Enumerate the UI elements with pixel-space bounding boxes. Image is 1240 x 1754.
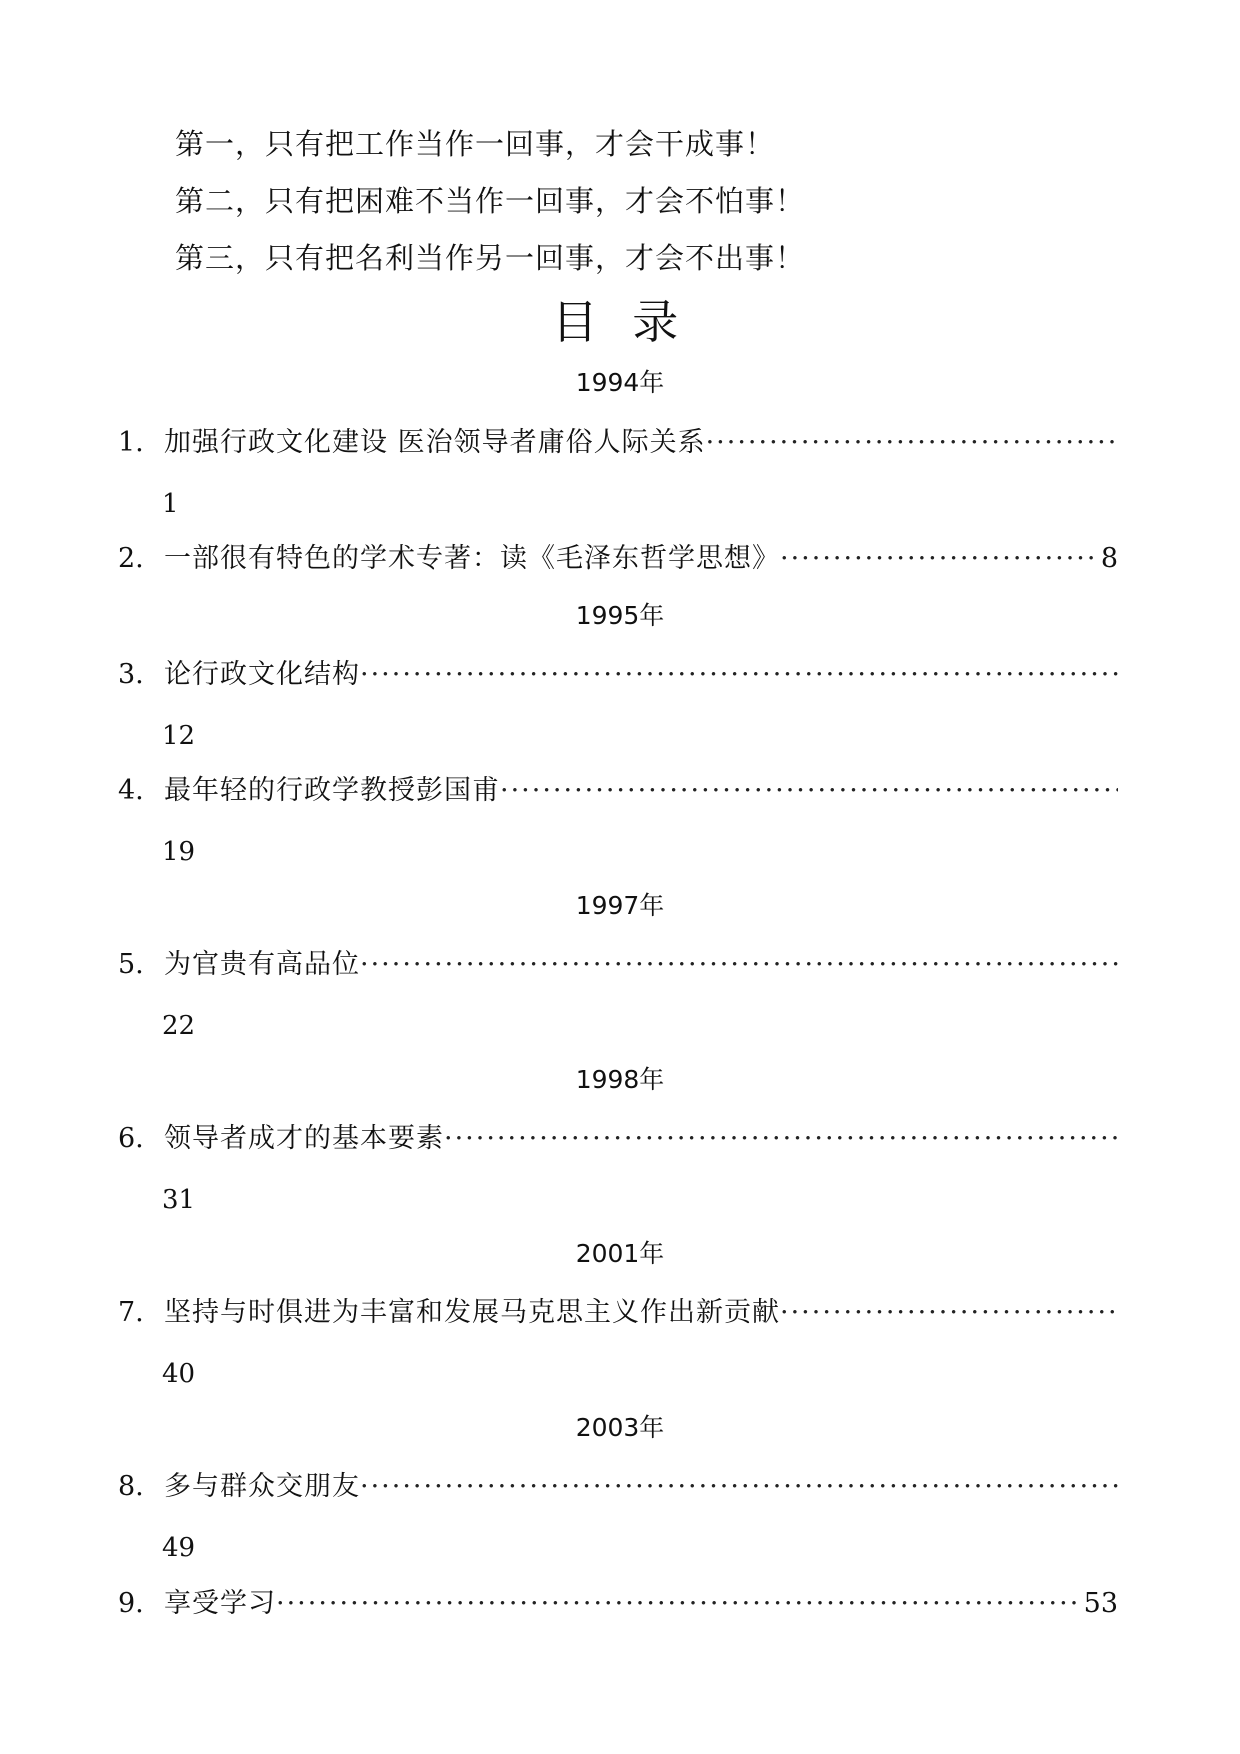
entry-page-number: 1 [162, 489, 179, 519]
entry-title: 坚持与时俱进为丰富和发展马克思主义作出新贡献 [164, 1297, 780, 1328]
year-heading-1994: 1994年 [575, 368, 665, 397]
toc-entry[interactable] [118, 1293, 1118, 1333]
dot-leader [276, 1584, 1082, 1624]
entry-page-number: 40 [162, 1359, 196, 1389]
entry-title: 领导者成才的基本要素 [164, 1123, 444, 1154]
toc-entry[interactable] [118, 945, 1118, 985]
dot-leader [360, 945, 1118, 985]
motto-line-1: 第一，只有把工作当作一回事，才会干成事！ [175, 127, 776, 161]
entry-number: 6. [118, 1123, 144, 1154]
dot-leader [360, 655, 1118, 695]
toc-entry[interactable] [118, 771, 1118, 811]
dot-leader [780, 539, 1099, 579]
dot-leader [780, 1293, 1118, 1333]
entry-page-number: 22 [162, 1011, 196, 1041]
entry-title: 享受学习 [164, 1588, 276, 1619]
year-heading-1997: 1997年 [575, 891, 665, 920]
entry-number: 4. [118, 775, 144, 806]
entry-title: 加强行政文化建设 医治领导者庸俗人际关系 [164, 427, 706, 458]
dot-leader [706, 423, 1118, 463]
entry-title: 一部很有特色的学术专著：读《毛泽东哲学思想》 [164, 543, 780, 574]
dot-leader [500, 771, 1118, 811]
toc-entry[interactable] [118, 539, 1118, 579]
toc-entry[interactable] [118, 1119, 1118, 1159]
year-heading-2003: 2003年 [575, 1413, 665, 1442]
toc-entry[interactable] [118, 655, 1118, 695]
entry-title: 为官贵有高品位 [164, 949, 360, 980]
year-heading-1998: 1998年 [575, 1065, 665, 1094]
entry-page-number: 8 [1100, 543, 1118, 574]
entry-number: 2. [118, 543, 144, 574]
entry-page-number: 53 [1083, 1588, 1118, 1619]
entry-title: 论行政文化结构 [164, 659, 360, 690]
dot-leader [444, 1119, 1118, 1159]
dot-leader [360, 1467, 1118, 1507]
entry-number: 3. [118, 659, 144, 690]
motto-line-2: 第二，只有把困难不当作一回事，才会不怕事！ [175, 184, 806, 218]
toc-entry[interactable] [118, 423, 1118, 463]
year-heading-1995: 1995年 [575, 601, 665, 630]
entry-number: 9. [118, 1588, 144, 1619]
entry-page-number: 19 [162, 837, 196, 867]
entry-number: 8. [118, 1471, 144, 1502]
motto-line-3: 第三，只有把名利当作另一回事，才会不出事！ [175, 241, 806, 275]
toc-entry[interactable] [118, 1467, 1118, 1507]
entry-title: 多与群众交朋友 [164, 1471, 360, 1502]
entry-number: 5. [118, 949, 144, 980]
toc-entry[interactable] [118, 1584, 1118, 1624]
entry-number: 1. [118, 427, 144, 458]
entry-number: 7. [118, 1297, 144, 1328]
year-heading-2001: 2001年 [575, 1239, 665, 1268]
entry-page-number: 12 [162, 721, 196, 751]
toc-title: 目 录 [551, 295, 689, 349]
entry-title: 最年轻的行政学教授彭国甫 [164, 775, 500, 806]
entry-page-number: 49 [162, 1533, 196, 1563]
entry-page-number: 31 [162, 1185, 196, 1215]
